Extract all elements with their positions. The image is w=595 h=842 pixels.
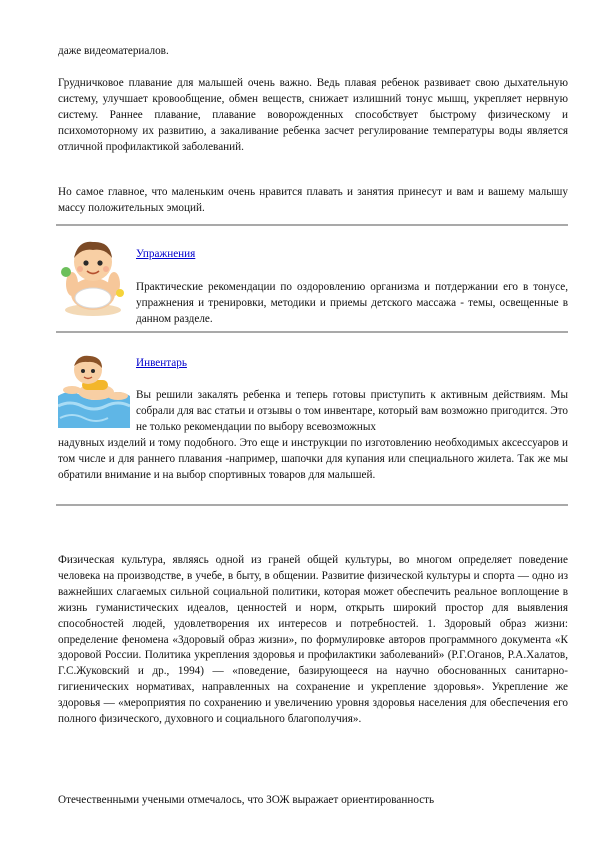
exercises-description: Практические рекомендации по оздоровлению организма и потдержании его в тонусе, упражнения и тренировки, методики и приемы детского массажа - темы, освещенные в данном разделе. <box>136 281 568 325</box>
inventory-link[interactable]: Инвентарь <box>136 357 187 369</box>
exercises-link[interactable]: Упражнения <box>136 248 196 260</box>
intro-line: даже видеоматериалов. <box>58 45 169 57</box>
divider <box>56 331 568 333</box>
baby-sitting-image <box>58 236 128 323</box>
baby-swimming-image <box>58 352 130 433</box>
divider <box>56 504 568 506</box>
intro-paragraph-2: Но самое главное, что маленьким очень нравится плавать и занятия принесут и вам и вашему малышу массу положительных эмоций. <box>58 186 568 214</box>
intro-paragraph-1: Грудничковое плавание для малышей очень важно. Ведь плавая ребенок развивает свою дыхательную систему, улучшает кровообщение, обмен веществ, снижает излишний тонус мышц, укрепляет нервную систему. Раннее плавание, плавание воворожденных способствует быстрому физическому и психомоторному их развитию, а закаливание ребенка засчет регулирование температуры воды является отличной профилактикой заболеваний. <box>58 77 568 153</box>
divider <box>56 224 568 226</box>
body-paragraph-2: Отечественными учеными отмечалось, что ЗОЖ выражает ориентированность <box>58 794 435 806</box>
inventory-description-full: надувных изделий и тому подобного. Это еще и инструкции по изготовлению необходимых аксессуаров и том числе и для раннего плавания -например, шапочки для купания или специального жилета. Так же мы обратили внимание и на выбор спортивных товаров для малышей. <box>58 437 568 481</box>
body-paragraph-1: Физическая культура, являясь одной из граней общей культуры, во многом определяет поведение человека на производстве, в учебе, в быту, в общении. Развитие физической культуры и спорта — одно из важнейших слагаемых сильной социальной политики, которая может обеспечить реальное воплощение в жизнь гуманистических идеалов, ценностей и норм, открыть широкий простор для выявления способностей людей, удовлетворения их интересов и потребностей. 1. Здоровый образ жизни: определение феномена «Здоровый образ жизни», по формулировке авторов программного документа «К здоровой России. Политика укрепления здоровья и профилактики заболеваний» (Р.Г.Оганов, Р.А.Халатов, Г.С.Жуковский и др., 1994) — «поведение, базирующееся на научно обоснованных санитарно-гигиенических нормативах, направленных на сохранение и укрепление здоровья». Укрепление же здоровья — «мероприятия по сохранению и увеличению уровня здоровья населения для обеспечения его полного физического, духовного и социального благополучия». <box>58 554 568 726</box>
inventory-description-short: Вы решили закалять ребенка и теперь готовы приступить к активным действиям. Мы собрали для вас статьи и отзывы о том инвентаре, который вам возможно пригодится. Это не только рекомендации по выбору всевозможных <box>136 389 568 433</box>
